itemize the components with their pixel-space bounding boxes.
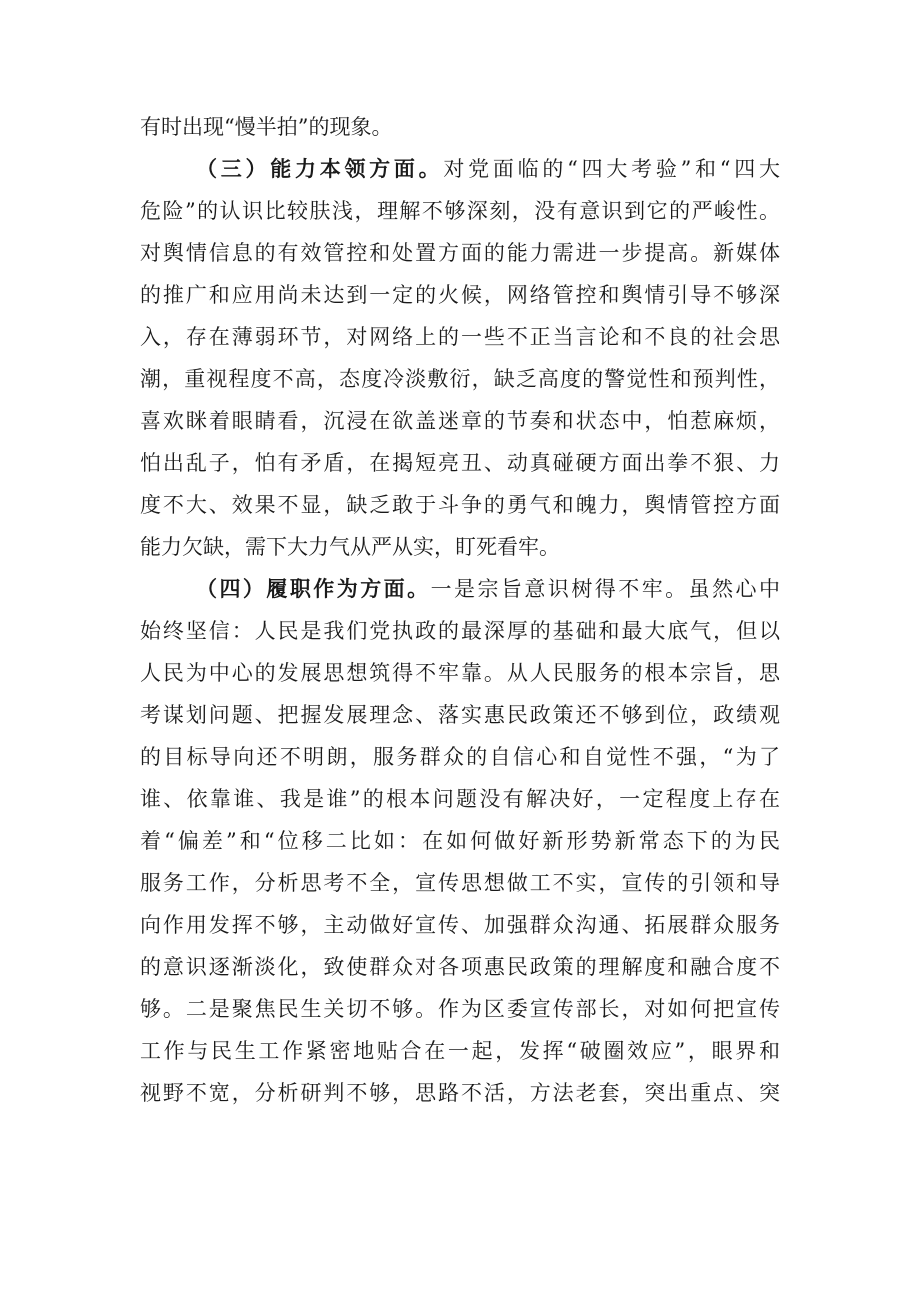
paragraph-2-line: 潮，重视程度不高，态度冷淡敷衍，缺乏高度的警觉性和预判性， — [140, 367, 780, 391]
paragraph-2-line: 入，存在薄弱环节，对网络上的一些不正当言论和不良的社会思 — [140, 325, 780, 349]
paragraph-2-line: 怕出乱子，怕有矛盾，在揭短亮丑、动真碰硬方面出拳不狠、力 — [140, 451, 780, 475]
paragraph-3-first-line-text: 一是宗旨意识树得不牢。虽然心中 — [430, 577, 780, 601]
paragraph-2-line: 喜欢眯着眼睛看，沉浸在欲盖迷章的节奏和状态中，怕惹麻烦， — [140, 409, 780, 433]
paragraph-2-first-line — [140, 148, 780, 190]
paragraph-2-line: 能力欠缺，需下大力气从严从实，盯死看牢。 — [140, 535, 560, 559]
paragraph-3-line: 的目标导向还不明朗，服务群众的自信心和自觉性不强，“为了 — [140, 745, 780, 769]
paragraph-3-heading: （四）履职作为方面。 — [196, 577, 431, 601]
paragraph-2-line: 的推广和应用尚未达到一定的火候，网络管控和舆情引导不够深 — [140, 283, 780, 307]
paragraph-3-line: 谁、依靠谁、我是谁”的根本问题没有解决好，一定程度上存在 — [140, 787, 780, 811]
paragraph-3-line: 服务工作，分析思考不全，宣传思想做工不实，宣传的引领和导 — [140, 871, 780, 895]
paragraph-1-line: 有时出现“慢半拍”的现象。 — [140, 115, 393, 139]
paragraph-2-line: 危险”的认识比较肤浅，理解不够深刻，没有意识到它的严峻性。 — [140, 199, 780, 223]
paragraph-2-line: 对舆情信息的有效管控和处置方面的能力需进一步提高。新媒体 — [140, 241, 780, 265]
paragraph-3-line: 人民为中心的发展思想筑得不牢靠。从人民服务的根本宗旨，思 — [140, 661, 780, 685]
paragraph-3-first-line — [140, 568, 780, 610]
paragraph-2-line: 度不大、效果不显，缺乏敢于斗争的勇气和魄力，舆情管控方面 — [140, 493, 780, 517]
paragraph-3-line: 够。二是聚焦民生关切不够。作为区委宣传部长，对如何把宣传 — [140, 997, 780, 1021]
paragraph-3-line: 着“偏差”和“位移二比如：在如何做好新形势新常态下的为民 — [140, 829, 780, 853]
document-body — [140, 106, 780, 1114]
paragraph-3-line: 始终坚信：人民是我们党执政的最深厚的基础和最大底气，但以 — [140, 619, 780, 643]
paragraph-2-heading: （三）能力本领方面。 — [196, 157, 444, 181]
paragraph-2-first-line-text: 对党面临的“四大考验”和“四大 — [443, 157, 780, 181]
paragraph-3-line: 的意识逐渐淡化，致使群众对各项惠民政策的理解度和融合度不 — [140, 955, 780, 979]
paragraph-3-line: 视野不宽，分析研判不够，思路不活，方法老套，突出重点、突 — [140, 1081, 780, 1105]
paragraph-3-line: 工作与民生工作紧密地贴合在一起，发挥“破圈效应”，眼界和 — [140, 1039, 780, 1063]
paragraph-3-line: 向作用发挥不够，主动做好宣传、加强群众沟通、拓展群众服务 — [140, 913, 780, 937]
paragraph-3-line: 考谋划问题、把握发展理念、落实惠民政策还不够到位，政绩观 — [140, 703, 780, 727]
